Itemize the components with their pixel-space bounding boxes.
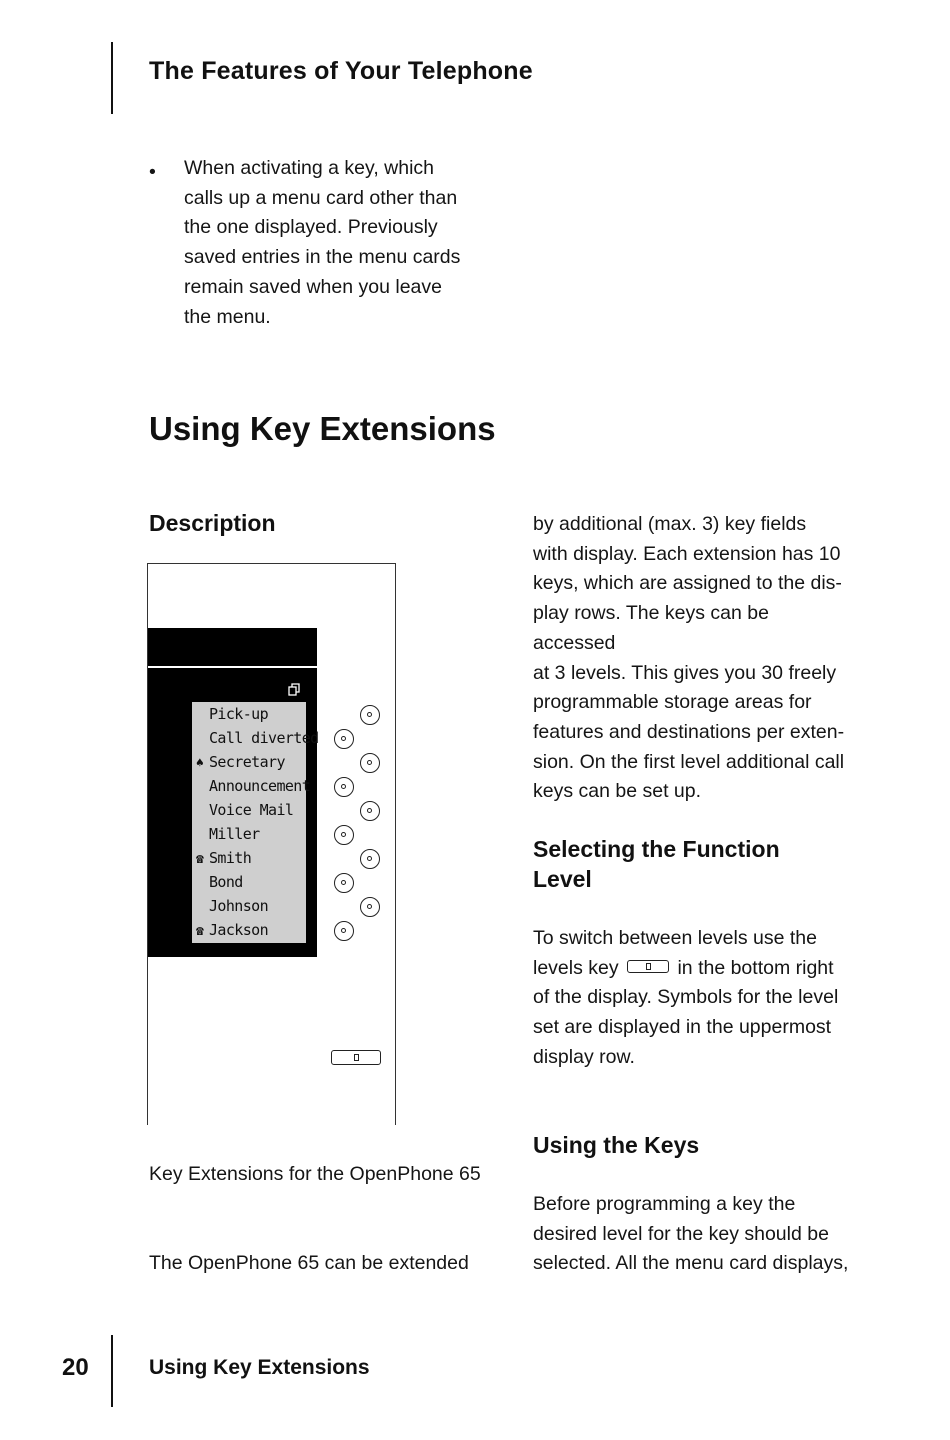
display-key[interactable] [360,753,380,773]
heading-line: Level [533,866,592,892]
text-line: selected. All the menu card displays, [533,1252,849,1275]
levels-key-button[interactable] [331,1050,381,1065]
section-title: Using Key Extensions [149,410,496,447]
left-column-paragraph: The OpenPhone 65 can be extended [149,1252,469,1274]
text-line: When activating a key, which [184,157,435,179]
heading-line: Selecting the Function [533,836,780,862]
display-row [196,894,268,918]
display-row-label: Announcement [209,777,311,795]
display-row-label: Johnson [209,897,269,915]
text-line: features and destinations per exten- [533,720,845,743]
page-number: 20 [62,1354,89,1381]
figure-caption: Key Extensions for the OpenPhone 65 [149,1163,481,1185]
display-row [196,822,260,846]
running-header-title: The Features of Your Telephone [149,57,533,85]
display-key[interactable] [334,921,354,941]
display-row-label: Bond [209,873,243,891]
bell-icon: ♠ [196,756,204,771]
display-row [196,726,319,750]
bullet-paragraph [184,154,474,332]
text-line: keys can be set up. [533,780,702,803]
text-line: keys, which are assigned to the dis- [533,572,842,595]
text-line: sion. On the first level additional call [533,750,845,773]
display-row [196,750,285,774]
display-key[interactable] [360,897,380,917]
display-row-label: Miller [209,825,260,843]
text-line: saved entries in the menu cards [184,246,461,269]
text-line: with display. Each extension has 10 [533,542,841,565]
display-row [196,702,268,726]
text-line: display row. [533,1045,635,1068]
footer-section-title: Using Key Extensions [149,1356,370,1379]
text-line: the menu. [184,305,271,328]
display-row-label: Pick-up [209,705,269,723]
text-line: of the display. Symbols for the level [533,986,839,1009]
display-row-label: Call diverted [209,729,319,747]
display-row-label: Secretary [209,753,285,771]
display-key[interactable] [334,777,354,797]
display-key[interactable] [360,801,380,821]
display-row [196,798,293,822]
display-row [196,774,310,798]
display-key[interactable] [334,729,354,749]
using-keys-heading: Using the Keys [533,1132,700,1158]
display-key[interactable] [360,849,380,869]
text-line [533,954,853,984]
display-key[interactable] [334,873,354,893]
header-rule [111,42,113,114]
text-line: play rows. The keys can be accessed [533,602,769,654]
level-symbol-icon [288,682,300,696]
text-line: Before programming a key the [533,1193,796,1215]
text-line: desired level for the key should be [533,1222,829,1245]
function-level-heading [533,834,853,894]
levels-key-icon [627,960,669,973]
handset-icon: ☎ [196,924,204,939]
text-line: programmable storage areas for [533,691,812,714]
text-line: remain saved when you leave [184,275,442,298]
text-fragment: levels key [533,956,619,979]
description-paragraph [533,510,853,807]
text-fragment: in the bottom right [677,956,834,979]
description-heading: Description [149,510,276,536]
display-row-label: Voice Mail [209,801,294,819]
display-row-label: Jackson [209,921,269,939]
lcd-display [192,702,319,943]
function-level-paragraph [533,924,853,1073]
display-key[interactable] [334,825,354,845]
bullet-marker: • [149,161,156,183]
text-line: at 3 levels. This gives you 30 freely [533,661,837,684]
text-line: by additional (max. 3) key fields [533,513,807,535]
handset-icon: ☎ [196,852,204,867]
display-row [196,846,251,870]
text-line: the one displayed. Previously [184,216,438,239]
display-row [196,870,243,894]
text-line: set are displayed in the uppermost [533,1016,832,1039]
display-key[interactable] [360,705,380,725]
display-row-label: Smith [209,849,252,867]
display-row [196,918,268,942]
using-keys-paragraph [533,1190,853,1279]
text-line: calls up a menu card other than [184,186,458,209]
text-line: To switch between levels use the [533,927,817,949]
display-header-bar [148,628,317,666]
footer-rule [111,1335,113,1407]
